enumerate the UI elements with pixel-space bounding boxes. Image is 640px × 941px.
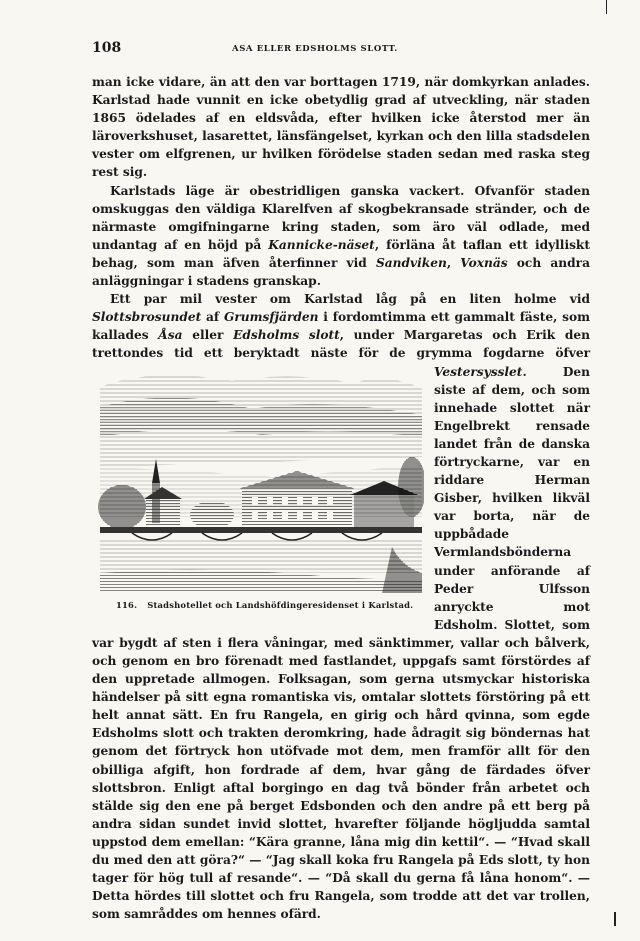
- engraving-figure: [92, 367, 424, 611]
- paragraph-3: Ett par mil vester om Karlstad låg på en liten holme vid Slottsbrosundet af Grumsfjärden i fordomtimma ett gammalt fäste, som kallades Åsa eller Edsholms slott, under Margaretas och Erik den trettondes tid ett beryktadt näste för de grymma fogdarne öfver Vestersysslet 116. Stadshotellet och Landshöfdingeresidenset i Karlstad. . Den siste af dem, och som innehade slottet när Engelbrekt rensade landet från de danska förtryckarne, var en riddare Herman Gisber, hvilken likväl var borta, när de uppbådade Vermlandsbönderna under anförande af Peder Ulfsson anryckte mot Edsholm. Slottet, som var bygdt af sten i flera våningar, med sänktimmer, vallar och bålverk, och genom en bro förenadt med fastlandet, uppgafs samt förstördes af den uppretade allmogen. Folksagan, som gerna utsmyckar historiska händelser på sitt egna romantiska vis, omtalar slottets förstöring på ett helt annat sätt. En fru Rangela, en girig och hård qvinna, som egde Edsholms slott och trakten deromkring, hade ådragit sig böndernas hat genom det förtryck hon utöfvade mot dem, men framför allt för den obilliga afgift, hon fordrade af dem, hvar gång de färdades öfver slottsbron. Enligt aftal borgingo en dag två bönder från arbetet och stälde sig den ene på berget Edsbonden och den andre på ett berg på andra sidan sundet invid slottet, hvarefter följande högljudda samtal uppstod dem emellan: “Kära granne, låna mig din kettil“. — “Hvad skall du med den att göra?“ — “Jag skall koka fru Rangela på Eds slott, ty hon tager för hög tull af resande“. — “Då skall du gerna få låna honom“. — Detta hördes till slottet och fru Rangela, som trodde att det var trollen, som samråddes om hennes ofärd.: [92, 292, 590, 922]
- place-name: Kannicke-näset: [268, 237, 375, 252]
- scan-edge-mark: [614, 912, 616, 926]
- paragraph-2: Karlstads läge är obestridligen ganska vackert. Ofvanför staden omskuggas den väldiga Klarelfven af skogbekransade stränder, och de närmaste omgifningarne kring staden, som äro väl odlade, med undantag af en höjd på Kannicke-näset, förläna åt taflan ett idylliskt behag, som man äfven återfinner vid Sandviken, Voxnäs och andra anläggningar i stadens granskap.: [92, 183, 591, 289]
- place-name: Åsa: [158, 328, 183, 343]
- scan-edge-mark: [606, 0, 607, 14]
- place-name: Voxnäs: [460, 255, 508, 270]
- figure-number: 116.: [116, 599, 138, 610]
- place-name: Sandviken: [375, 255, 447, 270]
- figure-caption-text: Stadshotellet och Landshöfdingeresidenset i Karlstad.: [147, 599, 414, 610]
- figure-caption: [92, 596, 424, 614]
- body-text: [92, 73, 590, 923]
- place-name: Slottsbrosundet: [92, 310, 202, 325]
- engraving-illustration: [92, 367, 424, 593]
- page-header: [92, 40, 592, 60]
- river-water: [100, 539, 422, 573]
- place-name: Vestersysslet: [434, 364, 523, 379]
- running-head: ASA ELLER EDSHOLMS SLOTT.: [232, 44, 398, 54]
- paragraph-1: man icke vidare, än att den var borttagen 1719, när domkyrkan anlades. Karlstad hade vunnit en icke obetydlig grad af utveckling, när staden 1865 ödelades af en eldsvåda, efter hvilken icke återstod mer än läroverkshuset, lasarettet, länsfängelset, kyrkan och den lilla stadsdelen vester om elfgrenen, ur hvilken förödelse staden sedan med raska steg rest sig.: [92, 75, 590, 180]
- place-name: Edsholms slott: [233, 328, 340, 343]
- page-number: 108: [92, 40, 122, 56]
- place-name: Grumsfjärden: [223, 310, 319, 325]
